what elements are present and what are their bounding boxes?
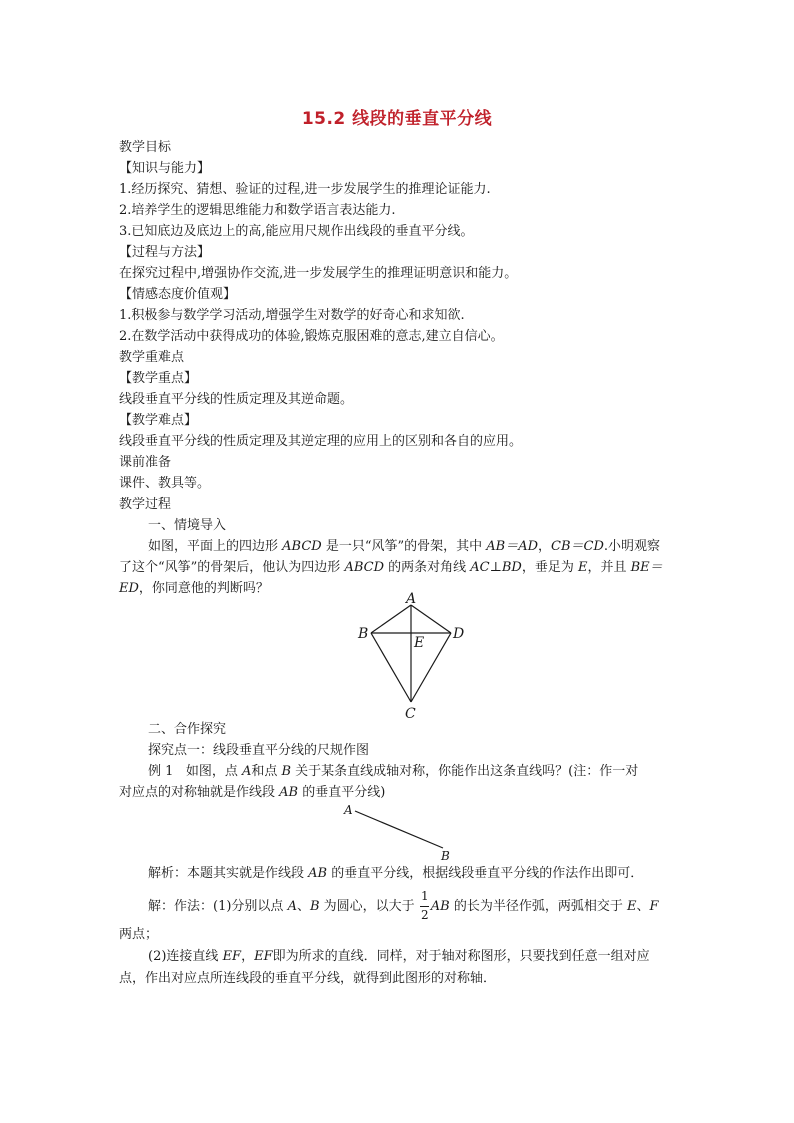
knowledge-item: 3.已知底边及底边上的高,能应用尺规作出线段的垂直平分线。	[119, 224, 474, 239]
difficulty-heading: 【教学难点】	[119, 413, 198, 428]
vertex-label-d: D	[453, 626, 465, 642]
objectives-heading: 教学目标	[119, 140, 172, 155]
attitude-item: 2.在数学活动中获得成功的体验,锻炼克服困难的意志,建立自信心。	[119, 329, 504, 344]
point-label-b: B	[441, 849, 450, 862]
focus-heading: 【教学重点】	[119, 371, 198, 386]
prep-heading: 课前准备	[119, 455, 172, 470]
difficulty-text: 线段垂直平分线的性质定理及其逆定理的应用上的区别和各自的应用。	[119, 434, 523, 449]
process-text: 在探究过程中,增强协作交流,进一步发展学生的推理证明意识和能力。	[119, 266, 518, 281]
segment-ab-figure	[340, 800, 460, 862]
kite-edge-bc	[371, 633, 411, 702]
vertex-label-a: A	[406, 591, 417, 607]
vertex-label-c: C	[405, 706, 416, 722]
knowledge-item: 2.培养学生的逻辑思维能力和数学语言表达能力.	[119, 203, 396, 218]
example-line: 对应点的对称轴就是作线段 AB 的垂直平分线)	[119, 785, 386, 800]
fraction-one-half: $\frac{1}{2}$	[420, 889, 429, 922]
intro-paragraph-line: ED，你同意他的判断吗？	[119, 581, 269, 596]
solution-line: 解：作法：(1)分别以点 A、B 为圆心，以大于 $\frac{1}{2}$ AB 的长为半径作弧，两弧相交于 E、F	[148, 889, 659, 922]
focus-text: 线段垂直平分线的性质定理及其逆命题。	[119, 392, 354, 407]
solution-line: 两点；	[119, 927, 159, 942]
vertex-label-b: B	[358, 626, 369, 642]
segment-ab	[355, 811, 443, 848]
kite-figure	[350, 588, 470, 723]
example-line: 例 1 如图，点 A和点 B 关于某条直线成轴对称，你能作出这条直线吗？(注：作一对	[148, 764, 639, 779]
kite-edge-ab	[371, 605, 411, 633]
intro-paragraph-line: 如图，平面上的四边形 ABCD 是一只“风筝”的骨架，其中 AB＝AD，CB＝CD.小明观察	[148, 539, 661, 554]
knowledge-heading: 【知识与能力】	[119, 161, 211, 176]
kite-edge-ad	[411, 605, 451, 633]
point-label-a: A	[344, 803, 353, 817]
key-heading: 教学重难点	[119, 350, 185, 365]
process-heading: 【过程与方法】	[119, 245, 211, 260]
solution-step2-line: (2)连接直线 EF，EF即为所求的直线．同样，对于轴对称图形，只要找到任意一组对应	[148, 949, 650, 964]
section-cooperative-heading: 二、合作探究	[148, 722, 227, 737]
vertex-label-e: E	[414, 635, 425, 651]
teaching-process-heading: 教学过程	[119, 497, 172, 512]
prep-text: 课件、教具等。	[119, 476, 211, 491]
attitude-item: 1.积极参与数学学习活动,增强学生对数学的好奇心和求知欲.	[119, 308, 465, 323]
intro-paragraph-line: 了这个“风筝”的骨架后，他认为四边形 ABCD 的两条对角线 AC⊥BD，垂足为 E，并且 BE＝	[119, 560, 663, 575]
explore-point-heading: 探究点一：线段垂直平分线的尺规作图	[148, 743, 370, 758]
knowledge-item: 1.经历探究、猜想、验证的过程,进一步发展学生的推理论证能力.	[119, 182, 491, 197]
attitude-heading: 【情感态度价值观】	[119, 287, 237, 302]
document-title: 15.2 线段的垂直平分线	[301, 109, 493, 129]
analysis-line: 解析：本题其实就是作线段 AB 的垂直平分线，根据线段垂直平分线的作法作出即可．	[148, 866, 644, 881]
section-intro-heading: 一、情境导入	[148, 518, 227, 533]
solution-step2-line: 点，作出对应点所连线段的垂直平分线，就得到此图形的对称轴．	[119, 971, 497, 986]
